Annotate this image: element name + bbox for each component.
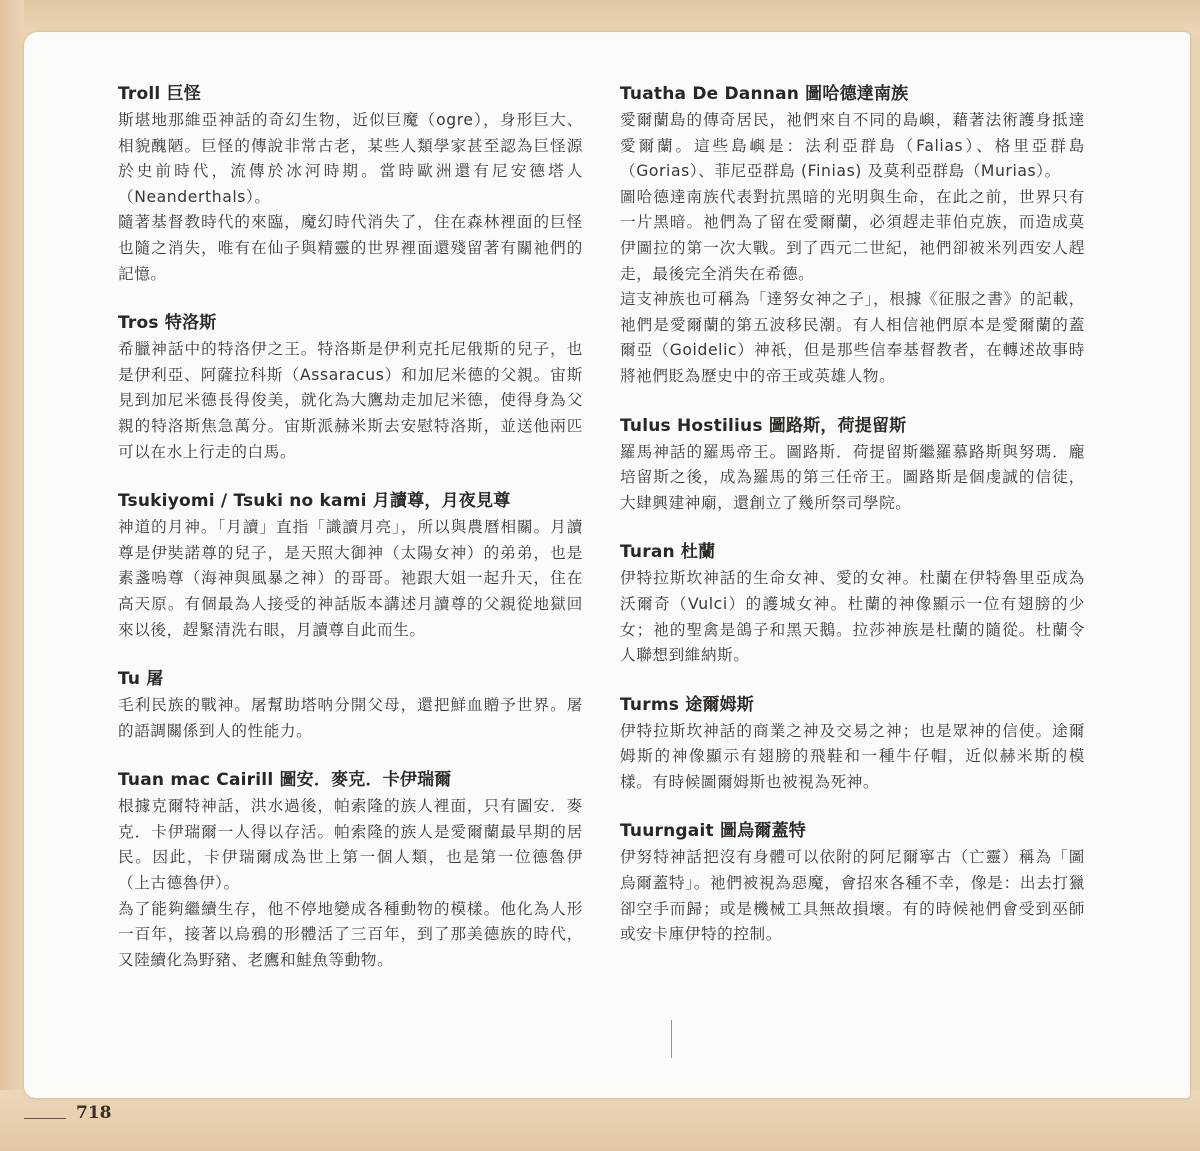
entry-troll [118,82,583,287]
entry-paragraph: 毛利民族的戰神。屠幫助塔呐分開父母，還把鮮血贈予世界。屠的語調關係到人的性能力。 [118,696,583,740]
entry-paragraph: 希臘神話中的特洛伊之王。特洛斯是伊利克托尼俄斯的兒子，也是伊利亞、阿薩拉科斯（Assaracus）和加尼米德的父親。宙斯見到加尼米德長得俊美，就化為大鷹劫走加尼米德，使得身為父親的特洛斯焦急萬分。宙斯派赫米斯去安慰特洛斯，並送他兩匹可以在水上行走的白馬。 [118,340,583,461]
scan-border-top [0,0,1200,36]
entry-title [620,693,1085,717]
page-number: 718 [76,1103,112,1123]
entry-paragraph: 伊努特神話把沒有身體可以依附的阿尼爾寧古（亡靈）稱為「圖烏爾蓋特」。祂們被視為惡魔，會招來各種不幸，像是：出去打獵卻空手而歸；或是機械工具無故損壞。有的時候祂們會受到巫師或安卡庫伊特的控制。 [620,848,1085,944]
entry-tuan-mac-cairill [118,768,583,973]
column-divider-mark [671,1020,672,1058]
entry-name-zh: 屠 [146,669,164,690]
entry-tros [118,311,583,465]
entry-paragraph: 這支神族也可稱為「達努女神之子」，根據《征服之書》的記載，祂們是愛爾蘭的第五波移民潮。有人相信祂們原本是愛爾蘭的蓋爾亞（Goidelic）神祇，但是那些信奉基督教者，在轉述故事時將祂們貶為歷史中的帝王或英雄人物。 [620,290,1085,385]
entry-name-en: Troll [118,84,161,104]
entry-paragraph: 為了能夠繼續生存，他不停地變成各種動物的模樣。他化為人形一百年，接著以烏鴉的形體活了三百年，到了那美德族的時代，又陸續化為野豬、老鷹和鮭魚等動物。 [118,899,583,969]
entry-name-zh: 圖烏爾蓋特 [719,821,806,842]
entry-title [118,768,583,792]
entry-name-en: Turan [620,542,675,563]
entry-paragraph: 伊特拉斯坎神話的生命女神、愛的女神。杜蘭在伊特魯里亞成為沃爾奇（Vulci）的護城女神。杜蘭的神像顯示一位有翅膀的少女；祂的聖禽是鴿子和黑天鵝。拉莎神族是杜蘭的隨從。杜蘭令人聯想到維納斯。 [620,569,1085,665]
entry-name-zh: 途爾姆斯 [685,694,754,715]
entry-name-zh: 圖安．麥克．卡伊瑞爾 [279,770,452,791]
entry-paragraph: 斯堪地那維亞神話的奇幻生物，近似巨魔（ogre），身形巨大、相貌醜陋。巨怪的傳說非常古老，某些人類學家甚至認為巨怪源於史前時代，流傳於冰河時期。當時歐洲還有尼安德塔人（Neanderthals）。 [118,111,583,206]
entry-paragraph: 圖哈德達南族代表對抗黑暗的光明與生命，在此之前，世界只有一片黑暗。祂們為了留在愛爾蘭，必須趕走菲伯克族，而造成莫伊圖拉的第一次大戰。到了西元二世紀，祂們卻被米列西安人趕走，最後完全消失在希德。 [620,187,1085,283]
entry-title [620,819,1085,843]
right-column [620,82,1085,948]
entry-title [620,82,1085,106]
folio-rule [24,1118,66,1119]
entry-title [118,489,583,513]
entry-name-zh: 巨怪 [166,84,201,104]
entry-name-zh: 月讀尊，月夜見尊 [372,491,511,512]
entry-paragraph: 神道的月神。「月讀」直指「識讀月亮」，所以與農曆相關。月讀尊是伊奘諾尊的兒子，是天照大御神（太陽女神）的弟弟，也是素盞嗚尊（海神與風暴之神）的哥哥。祂跟大姐一起升天，住在高天原。有個最為人接受的神話版本講述月讀尊的父親從地獄回來以後，趕緊清洗右眼，月讀尊自此而生。 [118,518,583,639]
entry-name-zh: 圖路斯，荷提留斯 [768,415,907,436]
entry-turms [620,693,1085,796]
entry-name-en: Tuan mac Cairill [118,770,274,791]
entry-name-zh: 杜蘭 [680,542,716,563]
entry-title [118,667,583,691]
entry-paragraph: 隨著基督教時代的來臨，魔幻時代消失了，住在森林裡面的巨怪也隨之消失，唯有在仙子與精靈的世界裡面還殘留著有關祂們的記憶。 [118,213,583,283]
entry-name-en: Turms [620,694,680,715]
left-column [118,82,583,973]
entry-paragraph: 羅馬神話的羅馬帝王。圖路斯．荷提留斯繼羅慕路斯與努瑪．龐培留斯之後，成為羅馬的第三任帝王。圖路斯是個虔誠的信徒，大肆興建神廟，還創立了幾所祭司學院。 [620,442,1085,512]
entry-tuatha-de-dannan [620,82,1085,390]
entry-title [620,414,1085,438]
entry-name-en: Tuurngait [620,821,714,842]
entry-paragraph: 伊特拉斯坎神話的商業之神及交易之神；也是眾神的信使。途爾姆斯的神像顯示有翅膀的飛鞋和一種牛仔帽，近似赫米斯的模樣。有時候圖爾姆斯也被視為死神。 [620,721,1085,791]
entry-title [118,311,583,335]
entry-name-zh: 圖哈德達南族 [805,84,909,104]
scan-border-bottom [0,1090,1200,1151]
entry-name-en: Tsukiyomi / Tsuki no kami [118,491,367,512]
entry-tu [118,667,583,744]
entry-title [118,82,583,106]
entry-name-en: Tu [118,669,141,690]
entry-tulus-hostilius [620,414,1085,517]
entry-tuurngait [620,819,1085,947]
entry-name-en: Tulus Hostilius [620,415,763,436]
entry-title [620,540,1085,564]
entry-paragraph: 根據克爾特神話，洪水過後，帕索隆的族人裡面，只有圖安．麥克．卡伊瑞爾一人得以存活。帕索隆的族人是愛爾蘭最早期的居民。因此，卡伊瑞爾成為世上第一個人類，也是第一位德魯伊（上古德魯伊）。 [118,797,583,893]
entry-name-en: Tuatha De Dannan [620,84,800,104]
entry-turan [620,540,1085,668]
entry-name-zh: 特洛斯 [164,313,217,334]
entry-paragraph: 愛爾蘭島的傳奇居民，祂們來自不同的島嶼，藉著法術護身抵達愛爾蘭。這些島嶼是：法利亞群島（Falias）、格里亞群島（Gorias）、菲尼亞群島 (Finias) 及莫利亞群島（Murias）。 [620,111,1085,181]
scan-border-left [0,0,24,1151]
entry-name-en: Tros [118,313,159,334]
entry-tsukiyomi [118,489,583,643]
